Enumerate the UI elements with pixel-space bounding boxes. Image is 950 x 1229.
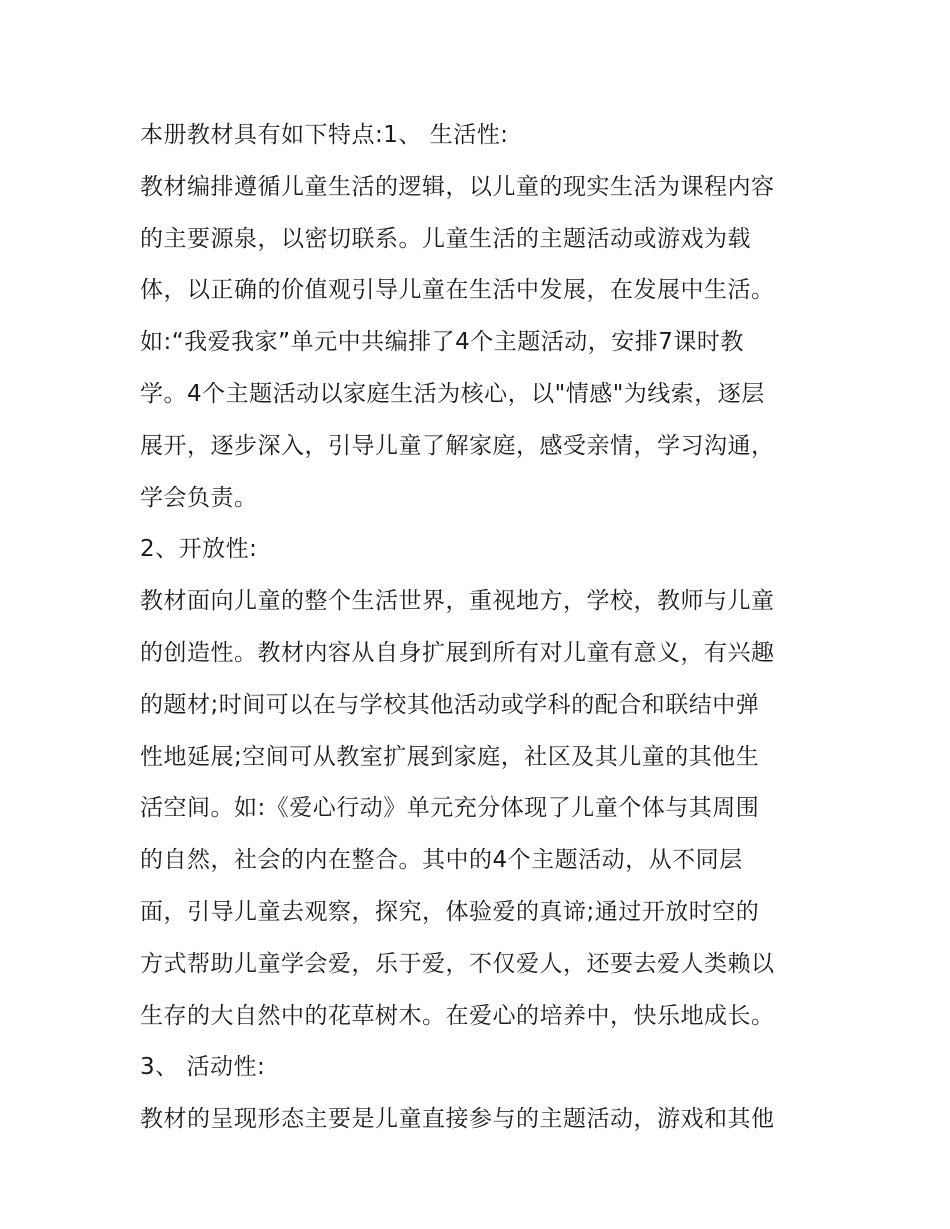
text-line: 本册教材具有如下特点:1、 生活性: bbox=[140, 122, 509, 148]
text-line: 教材的呈现形态主要是儿童直接参与的主题活动，游戏和其他 bbox=[140, 1106, 775, 1133]
text-line: 生存的大自然中的花草树木。在爱心的培养中，快乐地成长。 bbox=[140, 1002, 775, 1029]
text-line: 如:“我爱我家”单元中共编排了4个主题活动，安排7课时教 bbox=[140, 329, 744, 356]
text-line: 学会负责。 bbox=[140, 484, 258, 511]
text-line: 的创造性。教材内容从自身扩展到所有对儿童有意义，有兴趣 bbox=[140, 639, 775, 666]
text-line: 展开，逐步深入，引导儿童了解家庭，感受亲情，学习沟通， bbox=[140, 432, 775, 459]
text-line: 的题材;时间可以在与学校其他活动或学科的配合和联结中弹 bbox=[140, 691, 760, 718]
document-body bbox=[140, 110, 830, 1146]
text-line: 的自然，社会的内在整合。其中的4个主题活动，从不同层 bbox=[140, 847, 743, 874]
text-line: 教材编排遵循儿童生活的逻辑，以儿童的现实生活为课程内容 bbox=[140, 173, 775, 200]
text-line: 方式帮助儿童学会爱，乐于爱，不仅爱人，还要去爱人类赖以 bbox=[140, 950, 775, 977]
text-line: 活空间。如:《爱心行动》单元充分体现了儿童个体与其周围 bbox=[140, 795, 760, 822]
text-line: 教材面向儿童的整个生活世界，重视地方，学校，教师与儿童 bbox=[140, 588, 775, 615]
text-line: 的主要源泉，以密切联系。儿童生活的主题活动或游戏为载 bbox=[140, 225, 751, 252]
section-heading: 2、开放性: bbox=[140, 536, 258, 563]
text-line: 学。4个主题活动以家庭生活为核心，以"情感"为线索，逐层 bbox=[140, 380, 765, 407]
section-heading: 3、 活动性: bbox=[140, 1054, 266, 1081]
text-line: 体，以正确的价值观引导儿童在生活中发展，在发展中生活。 bbox=[140, 277, 775, 304]
text-line: 面，引导儿童去观察，探究，体验爱的真谛;通过开放时空的 bbox=[140, 898, 760, 925]
text-line: 性地延展;空间可从教室扩展到家庭，社区及其儿童的其他生 bbox=[140, 743, 760, 770]
